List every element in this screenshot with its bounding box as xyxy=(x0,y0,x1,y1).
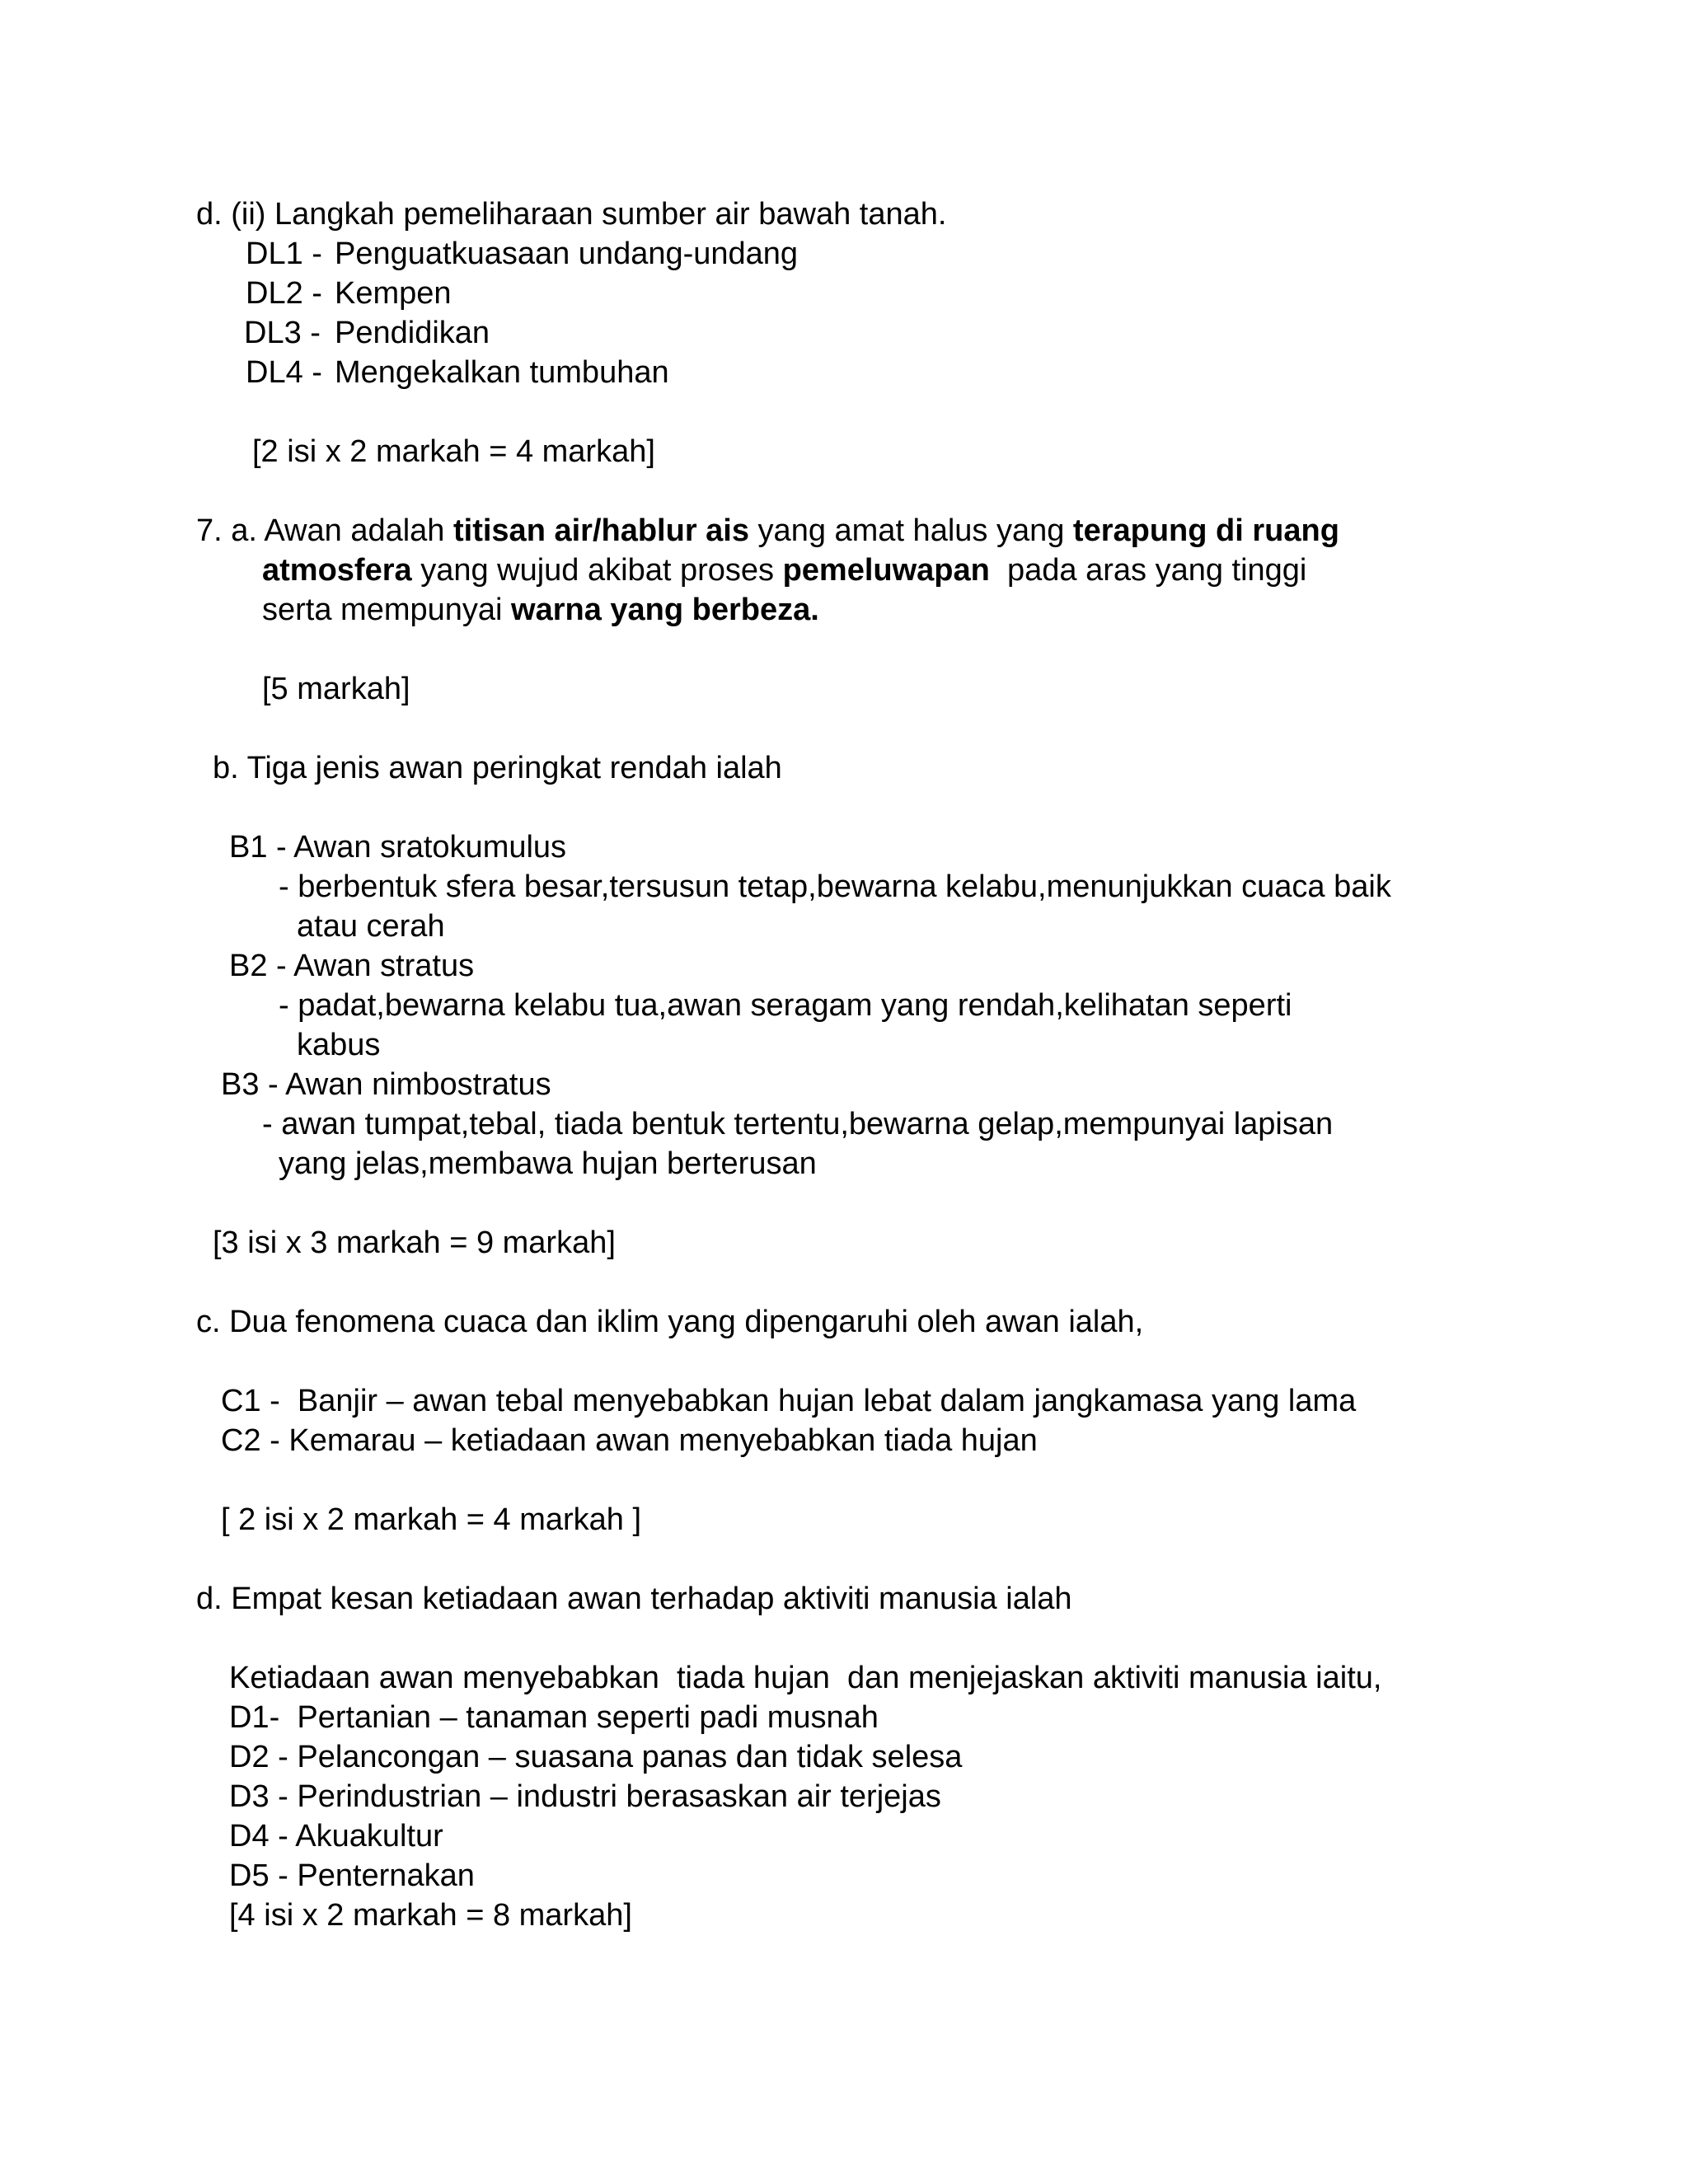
q7a-bold-term: warna yang berbeza. xyxy=(511,593,819,627)
q7a-line-3 xyxy=(262,590,819,630)
dl3-text: Pendidikan xyxy=(335,316,490,350)
q7d-item: D2 - Pelancongan – suasana panas dan tidak selesa xyxy=(229,1740,963,1774)
q7c-marks: [ 2 isi x 2 markah = 4 markah ] xyxy=(221,1502,642,1537)
q7a-text: yang wujud akibat proses xyxy=(411,553,783,588)
section-6d-marks: [2 isi x 2 markah = 4 markah] xyxy=(252,434,655,469)
dl2-code: DL2 - xyxy=(246,276,322,311)
q7d-item: D5 - Penternakan xyxy=(229,1858,475,1893)
q7d-marks: [4 isi x 2 markah = 8 markah] xyxy=(229,1898,632,1933)
q7d-item: D3 - Perindustrian – industri berasaskan air terjejas xyxy=(229,1779,941,1814)
dl4-code: DL4 - xyxy=(246,355,322,390)
q7b-b3-desc: - awan tumpat,tebal, tiada bentuk tertentu,bewarna gelap,mempunyai lapisan xyxy=(262,1107,1334,1141)
q7a-line-2 xyxy=(262,551,1306,590)
q7a-marks: [5 markah] xyxy=(262,672,410,706)
q7c-c1: C1 - Banjir – awan tebal menyebabkan hujan lebat dalam jangkamasa yang lama xyxy=(221,1384,1357,1418)
dl1-text: Penguatkuasaan undang-undang xyxy=(335,237,799,271)
q7a-text: serta mempunyai xyxy=(262,593,512,627)
q7d-item: D1- Pertanian – tanaman seperti padi musnah xyxy=(229,1700,879,1735)
section-6d-heading: d. (ii) Langkah pemeliharaan sumber air bawah tanah. xyxy=(196,197,947,232)
q7b-b1-title: B1 - Awan sratokumulus xyxy=(229,830,567,865)
dl2-text: Kempen xyxy=(335,276,452,311)
q7a-text: yang amat halus yang xyxy=(749,513,1073,548)
q7a-line-1 xyxy=(196,511,1339,551)
dl1-code: DL1 - xyxy=(246,237,322,271)
q7b-b1-desc: - berbentuk sfera besar,tersusun tetap,bewarna kelabu,menunjukkan cuaca baik xyxy=(279,869,1391,904)
q7b-b1-desc: atau cerah xyxy=(297,909,445,944)
q7b-b3-title: B3 - Awan nimbostratus xyxy=(221,1067,551,1102)
q7a-bold-term: atmosfera xyxy=(262,553,412,588)
q7b-b2-title: B2 - Awan stratus xyxy=(229,949,475,983)
dl4-text: Mengekalkan tumbuhan xyxy=(335,355,669,390)
q7c-c2: C2 - Kemarau – ketiadaan awan menyebabkan tiada hujan xyxy=(221,1423,1038,1458)
dl3-code: DL3 - xyxy=(244,316,321,350)
q7d-heading: d. Empat kesan ketiadaan awan terhadap aktiviti manusia ialah xyxy=(196,1582,1072,1616)
q7c-heading: c. Dua fenomena cuaca dan iklim yang dipengaruhi oleh awan ialah, xyxy=(196,1305,1144,1339)
q7a-text: pada aras yang tinggi xyxy=(989,553,1307,588)
q7b-heading: b. Tiga jenis awan peringkat rendah ialah xyxy=(213,751,782,785)
q7a-bold-term: pemeluwapan xyxy=(782,553,990,588)
q7b-b2-desc: kabus xyxy=(297,1028,381,1062)
q7b-b2-desc: - padat,bewarna kelabu tua,awan seragam yang rendah,kelihatan seperti xyxy=(279,988,1292,1023)
q7a-bold-term: terapung di ruang xyxy=(1072,513,1339,548)
q7b-marks: [3 isi x 3 markah = 9 markah] xyxy=(213,1226,616,1260)
q7a-bold-term: titisan air/hablur ais xyxy=(453,513,749,548)
q7b-b3-desc: yang jelas,membawa hujan berterusan xyxy=(279,1146,817,1181)
q7d-intro: Ketiadaan awan menyebabkan tiada hujan dan menjejaskan aktiviti manusia iaitu, xyxy=(229,1661,1382,1695)
q7a-text: 7. a. Awan adalah xyxy=(196,513,453,548)
q7d-item: D4 - Akuakultur xyxy=(229,1819,443,1854)
